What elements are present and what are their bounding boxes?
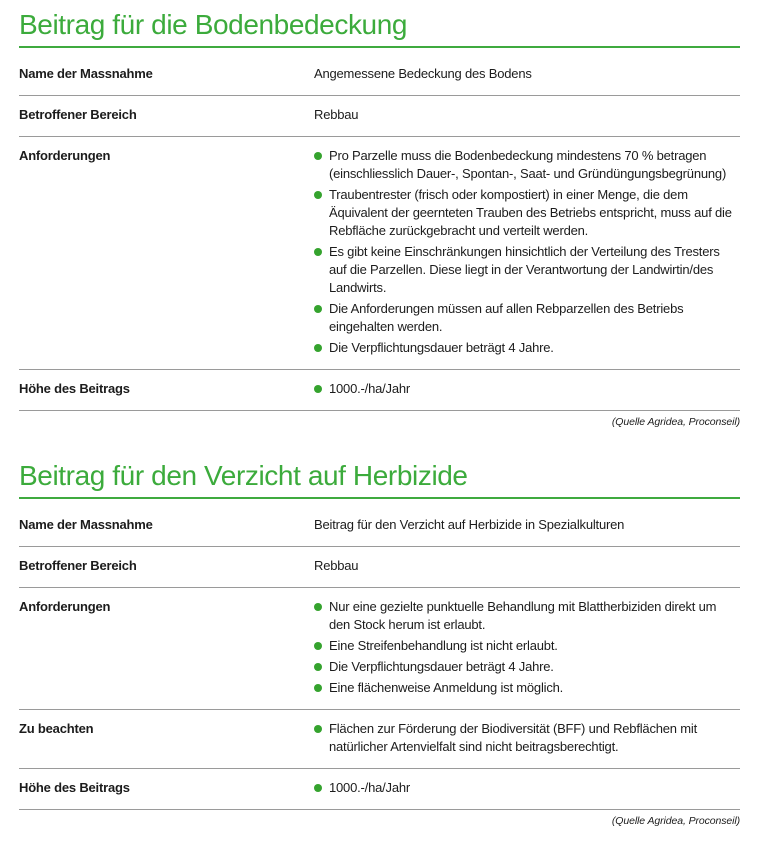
bullet-text: Die Verpflichtungsdauer beträgt 4 Jahre. bbox=[329, 659, 554, 674]
table-row bbox=[19, 710, 740, 769]
row-value bbox=[314, 147, 740, 357]
row-label: Betroffener Bereich bbox=[19, 107, 137, 122]
bullet-item bbox=[314, 300, 740, 336]
table-row bbox=[19, 588, 740, 710]
measure-table bbox=[19, 499, 740, 810]
bullet-text: Die Verpflichtungsdauer beträgt 4 Jahre. bbox=[329, 340, 554, 355]
bullet-item bbox=[314, 637, 740, 655]
row-label: Höhe des Beitrags bbox=[19, 780, 130, 795]
row-label: Name der Massnahme bbox=[19, 66, 153, 81]
row-value bbox=[314, 598, 740, 697]
bullet-text: Pro Parzelle muss die Bodenbedeckung mindestens 70 % betragen (einschliesslich Dauer-, Spontan-, Saat- und Gründüngungsbegrünung) bbox=[329, 148, 727, 181]
bullet-text: 1000.-/ha/Jahr bbox=[329, 381, 411, 396]
table-row bbox=[19, 370, 740, 411]
table-row bbox=[19, 137, 740, 370]
bullet-icon bbox=[314, 684, 322, 692]
bullet-icon bbox=[314, 191, 322, 199]
bullet-text: Flächen zur Förderung der Biodiversität (BFF) und Rebflächen mit natürlicher Artenvielfalt sind nicht beitragsberechtigt. bbox=[329, 721, 697, 754]
table-row bbox=[19, 96, 740, 137]
bullet-item bbox=[314, 243, 740, 297]
source-note: (Quelle Agridea, Proconseil) bbox=[611, 815, 740, 827]
row-label: Zu beachten bbox=[19, 721, 94, 736]
bullet-text: 1000.-/ha/Jahr bbox=[329, 780, 411, 795]
bullet-icon bbox=[314, 784, 322, 792]
bullet-icon bbox=[314, 385, 322, 393]
measure-table bbox=[19, 48, 740, 411]
source-note: (Quelle Agridea, Proconseil) bbox=[611, 416, 740, 428]
section-title: Beitrag für den Verzicht auf Herbizide bbox=[19, 461, 740, 499]
row-value bbox=[314, 380, 740, 398]
row-label: Betroffener Bereich bbox=[19, 558, 137, 573]
bullet-text: Nur eine gezielte punktuelle Behandlung mit Blattherbiziden direkt um den Stock herum ist erlaubt. bbox=[329, 599, 717, 632]
bullet-item bbox=[314, 720, 740, 756]
bullet-text: Traubentrester (frisch oder kompostiert) in einer Menge, die dem Äquivalent der geernteten Trauben des Betriebs entspricht, muss auf die Rebfläche zurückgebracht und verteilt werden. bbox=[329, 187, 732, 238]
row-value bbox=[314, 106, 740, 124]
bullet-icon bbox=[314, 663, 322, 671]
section-title: Beitrag für die Bodenbedeckung bbox=[19, 10, 740, 48]
bullet-icon bbox=[314, 344, 322, 352]
bullet-item bbox=[314, 679, 740, 697]
bullet-item bbox=[314, 598, 740, 634]
bullet-icon bbox=[314, 248, 322, 256]
bullet-item bbox=[314, 380, 740, 398]
row-label: Name der Massnahme bbox=[19, 517, 153, 532]
row-text: Rebbau bbox=[314, 107, 359, 122]
bullet-icon bbox=[314, 603, 322, 611]
row-label: Höhe des Beitrags bbox=[19, 381, 130, 396]
bullet-text: Eine Streifenbehandlung ist nicht erlaubt. bbox=[329, 638, 558, 653]
bullet-icon bbox=[314, 725, 322, 733]
row-value bbox=[314, 516, 740, 534]
table-row bbox=[19, 499, 740, 547]
row-text: Beitrag für den Verzicht auf Herbizide in Spezialkulturen bbox=[314, 517, 625, 532]
row-value bbox=[314, 557, 740, 575]
bullet-item bbox=[314, 339, 740, 357]
bullet-item bbox=[314, 658, 740, 676]
bullet-icon bbox=[314, 305, 322, 313]
row-text: Angemessene Bedeckung des Bodens bbox=[314, 66, 532, 81]
bullet-text: Die Anforderungen müssen auf allen Rebparzellen des Betriebs eingehalten werden. bbox=[329, 301, 684, 334]
bullet-item bbox=[314, 779, 740, 797]
row-value bbox=[314, 65, 740, 83]
row-value bbox=[314, 779, 740, 797]
row-label: Anforderungen bbox=[19, 599, 111, 614]
table-row bbox=[19, 769, 740, 810]
bullet-text: Es gibt keine Einschränkungen hinsichtlich der Verteilung des Tresters auf die Parzellen. Diese liegt in der Verantwortung der Landwirtin/des Landwirts. bbox=[329, 244, 720, 295]
measure-section bbox=[19, 10, 740, 428]
measure-section bbox=[19, 461, 740, 827]
bullet-text: Eine flächenweise Anmeldung ist möglich. bbox=[329, 680, 564, 695]
bullet-icon bbox=[314, 642, 322, 650]
bullet-icon bbox=[314, 152, 322, 160]
row-label: Anforderungen bbox=[19, 148, 111, 163]
bullet-item bbox=[314, 147, 740, 183]
table-row bbox=[19, 547, 740, 588]
row-text: Rebbau bbox=[314, 558, 359, 573]
table-row bbox=[19, 48, 740, 96]
bullet-item bbox=[314, 186, 740, 240]
row-value bbox=[314, 720, 740, 756]
